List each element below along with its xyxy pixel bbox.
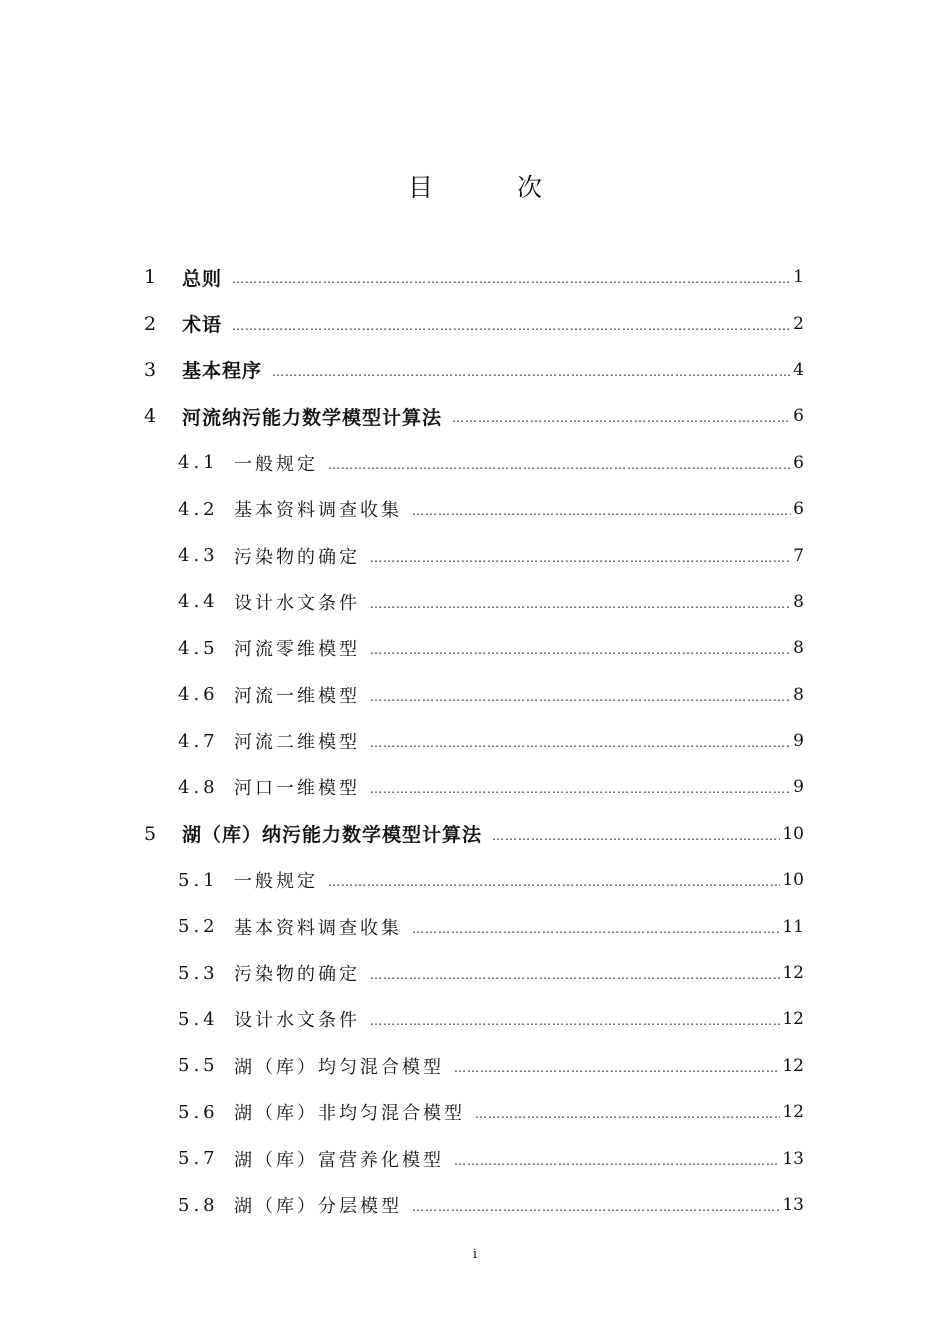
toc-leader-dots <box>232 319 791 333</box>
toc-entry-number: 3 <box>144 358 157 381</box>
toc-entry-page: 6 <box>793 452 804 473</box>
toc-entry-page: 10 <box>782 823 804 844</box>
toc-leader-dots <box>412 504 791 518</box>
toc-entry-label: 河流一维模型 <box>234 685 360 707</box>
toc-entry-number: 4.8 <box>178 776 219 798</box>
toc-entry-page: 12 <box>782 1102 804 1123</box>
toc-entry-page: 4 <box>793 359 804 380</box>
toc-entry-number: 5.4 <box>178 1008 219 1030</box>
toc-entry[interactable] <box>140 440 804 486</box>
toc-entry-page: 10 <box>782 870 804 891</box>
toc-entry-number: 4.4 <box>178 591 219 613</box>
toc-entry-page: 2 <box>793 313 804 334</box>
toc-entry-number: 5.3 <box>178 962 219 984</box>
toc-entry[interactable] <box>140 857 804 903</box>
toc-entry-label: 河流纳污能力数学模型计算法 <box>182 406 443 429</box>
toc-entry[interactable] <box>140 996 804 1042</box>
toc-entry-number: 5.7 <box>178 1148 219 1170</box>
toc-entry-number: 4.5 <box>178 637 219 659</box>
toc-entry-page: 8 <box>793 684 804 705</box>
toc-entry[interactable] <box>140 1135 804 1181</box>
toc-entry-number: 5.8 <box>178 1194 219 1216</box>
toc-entry[interactable] <box>140 300 804 346</box>
toc-entry[interactable] <box>140 254 804 300</box>
toc-entry-page: 7 <box>793 545 804 566</box>
toc-entry-label: 一般规定 <box>234 871 318 893</box>
toc-entry-label: 设计水文条件 <box>234 1010 360 1032</box>
toc-entry-label: 湖（库）分层模型 <box>234 1196 402 1217</box>
toc-entry-page: 12 <box>782 1009 804 1030</box>
toc-entry-number: 4 <box>144 405 157 428</box>
toc-entry-page: 12 <box>782 1055 804 1076</box>
page-title: 目 次 <box>408 173 580 202</box>
toc-entry-label: 河流零维模型 <box>234 639 360 661</box>
toc-entry-label: 一般规定 <box>234 453 318 475</box>
toc-entry-page: 9 <box>793 777 804 798</box>
toc-entry[interactable] <box>140 950 804 996</box>
toc-leader-dots <box>475 1107 780 1121</box>
toc-entry-number: 5.5 <box>178 1055 219 1077</box>
toc-entry[interactable] <box>140 486 804 532</box>
toc-entry-label: 河口一维模型 <box>234 778 360 800</box>
toc-entry[interactable] <box>140 532 804 578</box>
toc-entry-page: 11 <box>782 916 804 937</box>
toc-entry-label: 总则 <box>182 267 223 290</box>
toc-entry-number: 4.3 <box>178 545 219 567</box>
toc-entry-page: 12 <box>782 963 804 984</box>
toc-leader-dots <box>412 1200 780 1214</box>
toc-entry[interactable] <box>140 903 804 949</box>
toc-leader-dots <box>370 597 791 611</box>
toc-entry-label: 河流二维模型 <box>234 732 360 754</box>
toc-entry-page: 1 <box>793 267 804 288</box>
toc-entry-number: 5.1 <box>178 869 219 891</box>
toc-entry-page: 13 <box>782 1148 804 1169</box>
toc-leader-dots <box>370 643 791 657</box>
toc-leader-dots <box>370 736 791 750</box>
toc-entry-label: 湖（库）富营养化模型 <box>234 1149 444 1171</box>
toc-leader-dots <box>370 690 791 704</box>
toc-entry-page: 6 <box>793 499 804 520</box>
toc-entry-label: 设计水文条件 <box>234 592 360 614</box>
toc-entry-label: 基本资料调查收集 <box>234 500 402 522</box>
toc-entry[interactable] <box>140 347 804 393</box>
toc-entry-label: 湖（库）均匀混合模型 <box>234 1056 444 1078</box>
toc-entry[interactable] <box>140 625 804 671</box>
toc-entry-page: 8 <box>793 591 804 612</box>
toc-entry-number: 4.1 <box>178 452 219 474</box>
toc-entry-number: 4.7 <box>178 730 219 752</box>
toc-entry-label: 污染物的确定 <box>234 546 360 568</box>
toc-entry[interactable] <box>140 579 804 625</box>
table-of-contents <box>140 254 804 1228</box>
toc-leader-dots <box>272 365 791 379</box>
toc-entry[interactable] <box>140 672 804 718</box>
toc-leader-dots <box>370 1014 780 1028</box>
toc-entry-label: 湖（库）非均匀混合模型 <box>234 1103 465 1125</box>
toc-entry-number: 2 <box>144 312 157 335</box>
toc-leader-dots <box>370 551 791 565</box>
toc-entry[interactable] <box>140 1043 804 1089</box>
toc-entry-number: 1 <box>144 266 157 289</box>
toc-entry-label: 术语 <box>182 314 223 337</box>
toc-entry-page: 6 <box>793 406 804 427</box>
toc-entry-page: 9 <box>793 731 804 752</box>
toc-entry[interactable] <box>140 393 804 439</box>
toc-entry[interactable] <box>140 1182 804 1228</box>
toc-entry-label: 污染物的确定 <box>234 964 360 986</box>
toc-entry-number: 4.2 <box>178 498 219 520</box>
toc-leader-dots <box>370 968 780 982</box>
toc-leader-dots <box>454 1061 780 1075</box>
toc-leader-dots <box>370 782 791 796</box>
toc-entry-number: 4.6 <box>178 684 219 706</box>
toc-entry[interactable] <box>140 811 804 857</box>
toc-entry-page: 8 <box>793 638 804 659</box>
toc-leader-dots <box>454 1154 780 1168</box>
toc-entry-number: 5.6 <box>178 1101 219 1123</box>
toc-leader-dots <box>328 458 791 472</box>
toc-entry[interactable] <box>140 764 804 810</box>
toc-entry-page: 13 <box>782 1195 804 1215</box>
toc-entry-label: 基本程序 <box>182 360 263 383</box>
toc-entry[interactable] <box>140 1089 804 1135</box>
toc-leader-dots <box>452 411 791 425</box>
toc-leader-dots <box>232 272 791 286</box>
toc-entry[interactable] <box>140 718 804 764</box>
page-number: i <box>472 1247 478 1262</box>
toc-entry-label: 湖（库）纳污能力数学模型计算法 <box>182 824 483 847</box>
toc-leader-dots <box>412 922 780 936</box>
toc-entry-number: 5.2 <box>178 916 219 938</box>
toc-entry-number: 5 <box>144 822 157 845</box>
toc-leader-dots <box>492 829 780 843</box>
toc-leader-dots <box>328 875 780 889</box>
toc-entry-label: 基本资料调查收集 <box>234 917 402 939</box>
